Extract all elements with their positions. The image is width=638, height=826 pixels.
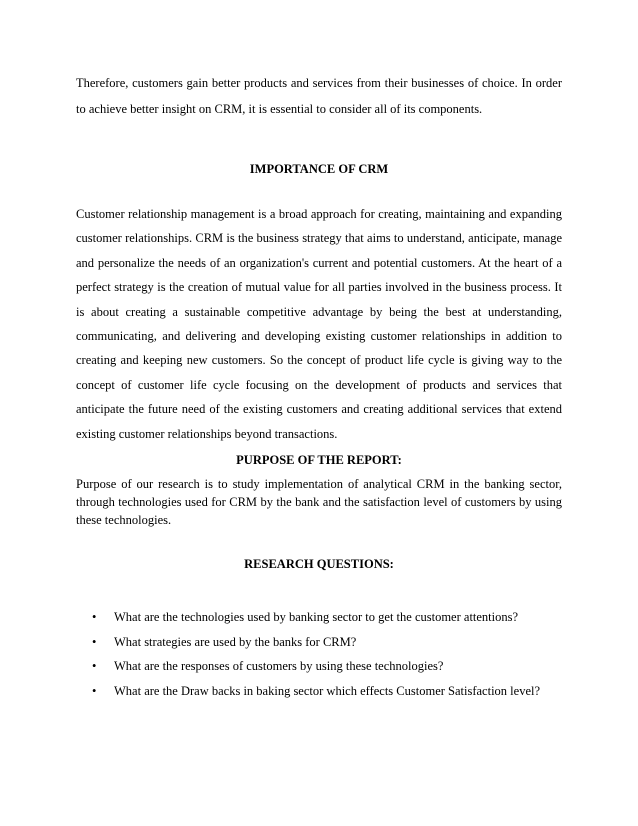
- bullet-icon: •: [92, 683, 97, 698]
- question-text: What are the Draw backs in baking sector which effects Customer Satisfaction level?: [114, 683, 541, 698]
- purpose-paragraph: Purpose of our research is to study implementation of analytical CRM in the banking sector, through technologies used for CRM by the bank and the satisfaction level of customers by using these technologies.: [76, 477, 562, 527]
- purpose-heading: PURPOSE OF THE REPORT:: [236, 453, 402, 467]
- question-text: What are the technologies used by banking sector to get the customer attentions?: [114, 610, 519, 624]
- list-item: [92, 633, 592, 658]
- list-item: [92, 657, 592, 682]
- question-text: What strategies are used by the banks for CRM?: [114, 634, 357, 649]
- bullet-icon: •: [92, 659, 97, 674]
- research-questions-list: [92, 608, 592, 706]
- importance-paragraph: Customer relationship management is a broad approach for creating, maintaining and expanding customer relationships. CRM is the business strategy that aims to understand, anticipate, manage and personalize the needs of an organization's current and potential customers. At the heart of a perfect strategy is the creation of mutual value for all parties involved in the business process. It is about creating a sustainable competitive advantage by being the best at understanding, communicating, and delivering and developing existing customer relationships in addition to creating and keeping new customers. So the concept of product life cycle is giving way to the concept of customer life cycle focusing on the development of products and services that anticipate the future need of the existing customers and creating additional services that extend existing customer relationships beyond transactions.: [76, 207, 562, 441]
- question-text: What are the responses of customers by using these technologies?: [114, 659, 444, 674]
- research-heading: RESEARCH QUESTIONS:: [244, 557, 394, 571]
- list-item: [92, 608, 592, 633]
- list-item: [92, 682, 592, 707]
- intro-paragraph: Therefore, customers gain better products and services from their businesses of choice. In order to achieve better insight on CRM, it is essential to consider all of its components.: [76, 76, 562, 116]
- bullet-icon: •: [92, 634, 97, 649]
- bullet-icon: •: [92, 610, 97, 624]
- importance-heading: IMPORTANCE OF CRM: [249, 162, 389, 176]
